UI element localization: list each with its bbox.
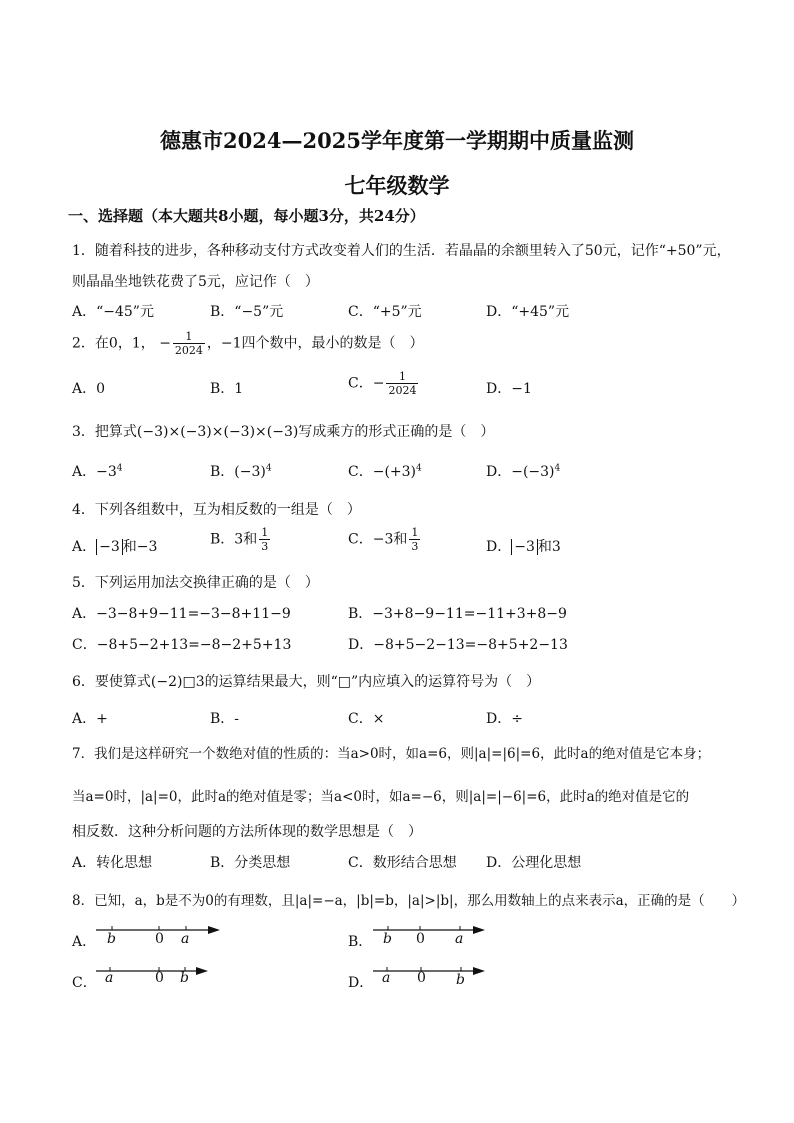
label-b: b (107, 931, 116, 947)
q4-d-abs: −3 (511, 539, 538, 555)
minus-sign: − (159, 335, 171, 352)
q4-a-abs: −3 (96, 539, 123, 555)
q7-line3: 相反数．这种分析问题的方法所体现的数学思想是（ ） (72, 824, 422, 840)
q5-option-d: D．−8+5−2−13=−8+5+2−13 (348, 637, 568, 653)
q4-d-pre: D． (486, 539, 512, 555)
q4-b-num: 1 (261, 526, 269, 539)
q2-option-a: A．0 (72, 381, 106, 397)
label-a: a (455, 931, 464, 947)
q8-stem: 8．已知，a，b是不为0的有理数，且|a|=−a，|b|=b，|a|>|b|，那么用数轴上的点来表示a，正确的是（ ） (72, 893, 746, 909)
q2-frac-den: 2024 (174, 344, 203, 357)
q3-option-a (72, 461, 122, 481)
q4-a-pre: A． (72, 539, 97, 555)
q4-b-den: 3 (261, 540, 269, 553)
q3-stem: 3．把算式(−3)×(−3)×(−3)×(−3)写成乘方的形式正确的是（ ） (72, 424, 495, 440)
q7-line1: 7．我们是这样研究一个数绝对值的性质的：当a>0时，如a=6，则|a|=|6|=6，此时a的绝对值是它本身； (72, 746, 711, 762)
q1-option-a: A．“−45”元 (72, 304, 154, 320)
q2-c-frac-den: 2024 (388, 384, 417, 397)
q5-option-a: A．−3−8+9−11=−3−8+11−9 (72, 606, 291, 622)
q7-line2: 当a=0时，|a|=0，此时a的绝对值是零；当a<0时，如a=−6，则|a|=|−6|=6，此时a的绝对值是它的 (72, 789, 690, 805)
q2-option-c (348, 370, 420, 397)
q4-c-num: 1 (411, 526, 419, 539)
q7-option-a: A．转化思想 (72, 855, 153, 871)
q3-a-base: A．−3 (72, 464, 117, 480)
q2-fraction (173, 330, 205, 357)
q3-d-base: D．−(−3) (486, 464, 555, 480)
q2-option-c-fraction (386, 370, 418, 397)
q7-option-b: B．分类思想 (210, 855, 291, 871)
q2-stem (72, 330, 424, 357)
q4-option-b (210, 526, 272, 553)
label-b: b (456, 972, 465, 988)
q6-stem: 6．要使算式(−2)□3的运算结果最大，则“□”内应填入的运算符号为（ ） (72, 674, 541, 690)
q5-option-b: B．−3+8−9−11=−11+3+8−9 (348, 606, 567, 622)
q7-option-c: C．数形结合思想 (348, 855, 457, 871)
q5-option-c: C．−8+5−2+13=−8−2+5+13 (72, 637, 292, 653)
q3-option-d (486, 461, 560, 481)
label-zero: 0 (155, 970, 164, 986)
q1-option-b: B．“−5”元 (210, 304, 284, 320)
q6-option-a: A．+ (72, 711, 108, 727)
q2-option-b: B．1 (210, 381, 244, 397)
label-zero: 0 (416, 931, 425, 947)
q4-option-c (348, 526, 422, 553)
q3-option-c (348, 461, 422, 481)
q2-stem-pre: 2．在0，1， (72, 335, 155, 352)
q3-c-exp: 4 (416, 463, 422, 474)
page-subtitle: 七年级数学 (344, 173, 450, 198)
q2-stem-post: ，−1四个数中，最小的数是（ ） (206, 335, 424, 352)
q8-number-line-b (373, 922, 488, 952)
q1-option-c: C．“+5”元 (348, 304, 422, 320)
q4-c-pre: C．−3和 (348, 531, 408, 548)
q4-stem: 4．下列各组数中，互为相反数的一组是（ ） (72, 502, 361, 518)
q4-d-post: 和3 (537, 539, 561, 555)
q8-number-line-c (96, 963, 211, 993)
q8-number-line-d (373, 963, 488, 993)
q2-option-d: D．−1 (486, 381, 532, 397)
q8-option-c-label: C． (72, 975, 97, 991)
q3-c-base: C．−(+3) (348, 464, 417, 480)
q8-number-line-a (96, 922, 221, 952)
q3-d-exp: 4 (554, 463, 561, 474)
q1-line2: 则晶晶坐地铁花费了5元，应记作（ ） (72, 274, 319, 290)
label-zero: 0 (417, 970, 426, 986)
q4-b-pre: B．3和 (210, 531, 258, 548)
label-a: a (181, 931, 190, 947)
q6-option-c: C．× (348, 711, 385, 727)
label-a: a (382, 970, 391, 986)
label-a: a (105, 970, 114, 986)
q1-line1: 1．随着科技的进步，各种移动支付方式改变着人们的生活．若晶晶的余额里转入了50元，记作“+50”元， (72, 243, 731, 259)
label-zero: 0 (155, 931, 164, 947)
section-heading: 一、选择题（本大题共8小题，每小题3分，共24分） (68, 207, 425, 225)
q4-c-fraction (409, 526, 420, 553)
q2-c-frac-num: 1 (386, 370, 418, 384)
q5-stem: 5．下列运用加法交换律正确的是（ ） (72, 575, 319, 591)
q4-c-den: 3 (411, 540, 419, 553)
q6-option-b: B．- (210, 711, 240, 727)
q3-option-b (210, 461, 272, 481)
q1-option-d: D．“+45”元 (486, 304, 570, 320)
page-title: 德惠市2024—2025学年度第一学期期中质量监测 (160, 128, 634, 153)
q8-option-a-label: A． (72, 934, 97, 950)
label-b: b (180, 970, 189, 986)
q2-option-c-pre: C．− (348, 375, 385, 392)
q4-a-post: 和−3 (122, 539, 158, 555)
q4-option-d (486, 536, 561, 556)
q8-option-b-label: B． (348, 934, 373, 950)
q3-a-exp: 4 (116, 463, 123, 474)
q4-option-a (72, 536, 157, 556)
q8-option-d-label: D． (348, 975, 374, 991)
q3-b-exp: 4 (265, 463, 272, 474)
q3-b-base: B．(−3) (210, 464, 266, 480)
q2-frac-num: 1 (173, 330, 205, 344)
q7-option-d: D．公理化思想 (486, 855, 582, 871)
q6-option-d: D．÷ (486, 711, 523, 727)
q4-b-fraction (259, 526, 270, 553)
label-b: b (383, 931, 392, 947)
